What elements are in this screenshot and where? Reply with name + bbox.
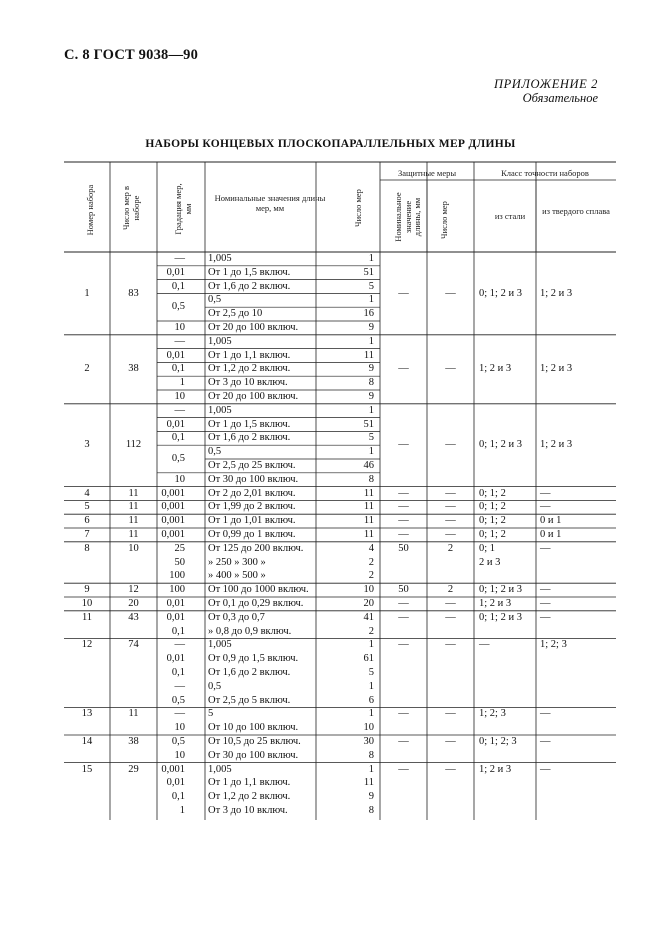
accuracy-steel: 0; 1; 2 xyxy=(479,529,506,540)
gradation-value: 0,1 xyxy=(171,432,185,444)
appendix-status: Обязательное xyxy=(522,91,598,105)
set-number: 13 xyxy=(81,708,93,720)
page-reference: С. 8 ГОСТ 9038—90 xyxy=(64,47,199,63)
gradation-value: 25 xyxy=(174,542,185,554)
measure-count: 9 xyxy=(368,322,374,333)
protective-nominal: — xyxy=(398,598,409,609)
gradation-value: 0,01 xyxy=(166,349,185,361)
set-total-measures: 38 xyxy=(128,363,139,375)
gradation-value: 0,01 xyxy=(166,266,185,278)
gradation-value: — xyxy=(174,404,185,416)
nominal-value: От 10,5 до 25 включ. xyxy=(208,736,301,747)
accuracy-hard-alloy: 1; 2; 3 xyxy=(540,639,567,651)
nominal-value: От 1 до 1,1 включ. xyxy=(208,777,291,789)
accuracy-steel: 0; 1; 2 xyxy=(479,515,506,527)
measure-count: 8 xyxy=(368,473,374,485)
measure-count: 8 xyxy=(368,749,374,761)
measure-count: 8 xyxy=(368,377,374,389)
set-total-measures: 43 xyxy=(128,611,139,623)
gradation-value: 10 xyxy=(174,322,185,333)
gradation-value: 1 xyxy=(179,377,185,389)
col-header-protective: Защитные меры xyxy=(397,168,457,178)
measure-count: 20 xyxy=(363,598,374,609)
accuracy-hard-alloy: 1; 2 и 3 xyxy=(540,363,573,375)
measure-count: 2 xyxy=(368,625,374,637)
measure-count: 10 xyxy=(363,722,374,734)
protective-count: — xyxy=(445,501,456,513)
gradation-value: 0,001 xyxy=(161,515,185,527)
set-number: 14 xyxy=(81,736,93,747)
measure-count: 5 xyxy=(368,280,374,292)
protective-nominal: — xyxy=(398,529,409,540)
nominal-value: От 2,5 до 25 включ. xyxy=(208,460,296,471)
col-header-prot-nominal: Номинальное значение длины, мм xyxy=(393,192,422,242)
protective-nominal: — xyxy=(398,439,409,451)
protective-count: — xyxy=(445,736,456,747)
gradation-value: 1 xyxy=(179,805,185,816)
accuracy-steel: 0; 1; 2 xyxy=(479,501,506,513)
measure-count: 11 xyxy=(363,501,374,513)
protective-nominal: — xyxy=(398,515,409,527)
nominal-value: От 20 до 100 включ. xyxy=(208,391,299,402)
measure-count: 1 xyxy=(368,404,374,416)
col-header-count: Число мер xyxy=(353,189,363,227)
gradation-value: 0,01 xyxy=(166,598,185,609)
nominal-value: От 30 до 100 включ. xyxy=(208,749,299,761)
measure-count: 11 xyxy=(363,349,374,361)
protective-nominal: — xyxy=(398,708,409,720)
nominal-value: От 3 до 10 включ. xyxy=(208,805,288,816)
col-header-hard-alloy: из твердого сплава xyxy=(542,206,610,216)
col-header-measures-in-set: Число мер в наборе xyxy=(121,186,141,231)
gradation-value: 0,5 xyxy=(171,453,185,465)
nominal-value: От 1,2 до 2 включ. xyxy=(208,791,291,803)
accuracy-hard-alloy: — xyxy=(540,611,551,623)
accuracy-steel: 1; 2 и 3 xyxy=(479,763,512,775)
protective-nominal: — xyxy=(398,736,409,747)
nominal-value: » 400 » 500 » xyxy=(208,570,266,582)
nominal-value: От 1 до 1,5 включ. xyxy=(208,418,291,430)
set-total-measures: 112 xyxy=(125,439,142,451)
set-total-measures: 11 xyxy=(128,487,139,499)
nominal-value: 0,5 xyxy=(208,446,222,458)
measure-count: 11 xyxy=(363,515,374,527)
accuracy-steel: 0; 1; 2 и 3 xyxy=(479,584,522,596)
accuracy-steel: 0; 1; 2 xyxy=(479,487,506,499)
gradation-value: 10 xyxy=(174,473,185,485)
measure-count: 11 xyxy=(363,777,374,789)
measure-count: 51 xyxy=(363,266,374,278)
measure-count: 10 xyxy=(363,584,374,596)
gradation-value: 0,1 xyxy=(171,363,185,375)
protective-nominal: — xyxy=(398,763,409,775)
col-header-gradation: Градация мер, мм xyxy=(173,183,193,235)
gradation-value: 0,1 xyxy=(171,667,185,678)
nominal-value: От 2 до 2,01 включ. xyxy=(208,487,296,499)
nominal-value: От 1 до 1,01 включ. xyxy=(208,515,296,527)
measure-count: 1 xyxy=(368,446,374,458)
nominal-value: От 1 до 1,1 включ. xyxy=(208,349,291,361)
nominal-value: От 1,6 до 2 включ. xyxy=(208,432,291,444)
nominal-value: От 0,1 до 0,29 включ. xyxy=(208,598,304,609)
set-number: 4 xyxy=(84,487,90,499)
col-header-accuracy: Класс точности наборов xyxy=(501,168,589,178)
gradation-value: 0,1 xyxy=(171,280,185,292)
gradation-value: 10 xyxy=(174,391,185,402)
measure-count: 11 xyxy=(363,487,374,499)
gradation-value: — xyxy=(174,680,185,692)
protective-nominal: — xyxy=(398,487,409,499)
table-title: НАБОРЫ КОНЦЕВЫХ ПЛОСКОПАРАЛЛЕЛЬНЫХ МЕР ДЛИНЫ xyxy=(145,138,516,150)
gradation-value: 0,001 xyxy=(161,529,185,540)
gradation-value: 10 xyxy=(174,722,185,734)
protective-count: 2 xyxy=(447,542,454,554)
nominal-value: От 1,6 до 2 включ. xyxy=(208,280,291,292)
gradation-value: 0,5 xyxy=(171,736,185,747)
measure-count: 41 xyxy=(363,611,374,623)
col-header-nominal: Номинальные значения длины мер, мм xyxy=(214,193,326,213)
nominal-value: 1,005 xyxy=(208,253,232,264)
gradation-value: 0,1 xyxy=(171,791,185,803)
col-header-prot-count: Число мер xyxy=(439,201,449,239)
measure-count: 1 xyxy=(368,294,374,306)
gradation-value: — xyxy=(174,639,185,651)
accuracy-hard-alloy: 0 и 1 xyxy=(540,529,562,540)
measure-count: 9 xyxy=(368,391,374,402)
accuracy-steel: 0; 1; 2; 3 xyxy=(479,736,517,747)
accuracy-steel: 1; 2 и 3 xyxy=(479,598,512,609)
accuracy-hard-alloy: — xyxy=(540,598,551,609)
accuracy-hard-alloy: 0 и 1 xyxy=(540,515,562,527)
protective-nominal: — xyxy=(398,287,409,299)
measure-count: 4 xyxy=(368,542,374,554)
set-total-measures: 11 xyxy=(128,708,139,720)
accuracy-hard-alloy: — xyxy=(540,542,551,554)
accuracy-steel: 1; 2 и 3 xyxy=(479,363,512,375)
protective-count: — xyxy=(445,611,456,623)
set-number: 11 xyxy=(81,611,93,623)
accuracy-hard-alloy: — xyxy=(540,736,551,747)
gradation-value: 0,01 xyxy=(166,777,185,789)
measure-count: 11 xyxy=(363,529,374,540)
gradation-value: 0,001 xyxy=(161,501,185,513)
set-number: 2 xyxy=(84,363,90,375)
nominal-value: 1,005 xyxy=(208,335,232,347)
gradation-value: 0,01 xyxy=(166,418,185,430)
gradation-value: 0,001 xyxy=(161,487,185,499)
set-number: 15 xyxy=(81,763,93,775)
accuracy-steel: 0; 1 xyxy=(479,542,496,554)
nominal-value: От 0,3 до 0,7 xyxy=(208,611,265,623)
measure-count: 46 xyxy=(363,460,374,471)
protective-count: — xyxy=(445,363,456,375)
nominal-value: » 250 » 300 » xyxy=(208,556,266,568)
set-total-measures: 38 xyxy=(128,736,139,747)
set-number: 9 xyxy=(84,584,90,596)
nominal-value: 1,005 xyxy=(208,763,232,775)
measure-count: 5 xyxy=(368,432,374,444)
gradation-value: 0,01 xyxy=(166,611,185,623)
protective-nominal: — xyxy=(398,501,409,513)
set-number: 3 xyxy=(84,439,90,451)
protective-nominal: — xyxy=(398,363,409,375)
measure-count: 1 xyxy=(368,763,374,775)
measure-count: 1 xyxy=(368,708,374,720)
nominal-value: От 30 до 100 включ. xyxy=(208,473,299,485)
accuracy-steel: 0; 1; 2 и 3 xyxy=(479,611,522,623)
accuracy-hard-alloy: 1; 2 и 3 xyxy=(540,287,573,299)
protective-count: — xyxy=(445,439,456,451)
nominal-value: 0,5 xyxy=(208,680,222,692)
accuracy-hard-alloy: — xyxy=(540,487,551,499)
set-number: 5 xyxy=(84,501,90,513)
protective-count: — xyxy=(445,763,456,775)
nominal-value: От 0,9 до 1,5 включ. xyxy=(208,653,299,665)
set-total-measures: 83 xyxy=(128,287,139,299)
nominal-value: » 0,8 до 0,9 включ. xyxy=(208,625,292,637)
protective-nominal: — xyxy=(398,611,409,623)
gradation-value: 0,5 xyxy=(171,301,185,313)
accuracy-steel: 0; 1; 2 и 3 xyxy=(479,287,522,299)
nominal-value: 0,5 xyxy=(208,294,222,306)
nominal-value: От 100 до 1000 включ. xyxy=(208,584,309,596)
protective-count: — xyxy=(445,487,456,499)
nominal-value: 5 xyxy=(208,708,214,720)
protective-count: — xyxy=(445,529,456,540)
set-number: 1 xyxy=(84,287,90,299)
gauge-block-sets-table xyxy=(64,160,616,820)
protective-count: — xyxy=(445,287,456,299)
accuracy-hard-alloy: — xyxy=(540,708,551,720)
measure-count: 8 xyxy=(368,805,374,816)
set-number: 12 xyxy=(81,639,93,651)
gradation-value: 10 xyxy=(174,749,185,761)
accuracy-hard-alloy: 1; 2 и 3 xyxy=(540,439,573,451)
appendix-title: ПРИЛОЖЕНИЕ 2 xyxy=(493,77,598,91)
protective-nominal: — xyxy=(398,639,409,651)
set-total-measures: 12 xyxy=(128,584,139,596)
protective-count: 2 xyxy=(447,584,454,596)
measure-count: 9 xyxy=(368,791,374,803)
set-number: 6 xyxy=(84,515,90,527)
gradation-value: — xyxy=(174,708,185,720)
set-total-measures: 11 xyxy=(128,515,139,527)
nominal-value: От 20 до 100 включ. xyxy=(208,322,299,333)
accuracy-steel-extra: 2 и 3 xyxy=(479,556,501,568)
accuracy-steel: — xyxy=(479,639,490,651)
accuracy-steel: 1; 2; 3 xyxy=(479,708,506,720)
gradation-value: 100 xyxy=(169,584,185,596)
measure-count: 5 xyxy=(368,667,374,678)
appendix-label xyxy=(494,77,598,105)
measure-count: 1 xyxy=(368,253,374,264)
set-total-measures: 74 xyxy=(128,639,139,651)
gradation-value: 0,1 xyxy=(171,625,185,637)
set-total-measures: 20 xyxy=(128,598,139,609)
set-total-measures: 11 xyxy=(128,529,139,540)
accuracy-hard-alloy: — xyxy=(540,763,551,775)
accuracy-hard-alloy: — xyxy=(540,501,551,513)
gradation-value: 0,01 xyxy=(166,653,185,665)
set-total-measures: 29 xyxy=(128,763,139,775)
measure-count: 1 xyxy=(368,680,374,692)
nominal-value: 1,005 xyxy=(208,639,232,651)
col-header-steel: из стали xyxy=(494,211,526,221)
protective-count: — xyxy=(445,639,456,651)
set-number: 10 xyxy=(81,598,93,609)
nominal-value: От 1,6 до 2 включ. xyxy=(208,667,291,678)
protective-nominal: 50 xyxy=(398,542,409,554)
gradation-value: 100 xyxy=(169,570,185,582)
measure-count: 6 xyxy=(368,694,374,706)
gradation-value: 0,001 xyxy=(161,763,185,775)
measure-count: 30 xyxy=(363,736,374,747)
measure-count: 2 xyxy=(368,570,374,582)
nominal-value: От 1 до 1,5 включ. xyxy=(208,266,291,278)
protective-count: — xyxy=(445,515,456,527)
measure-count: 61 xyxy=(363,653,374,665)
set-total-measures: 11 xyxy=(128,501,139,513)
nominal-value: От 0,99 до 1 включ. xyxy=(208,529,296,540)
nominal-value: От 2,5 до 10 xyxy=(208,308,263,320)
accuracy-hard-alloy: — xyxy=(540,584,551,596)
measure-count: 2 xyxy=(368,556,374,568)
gradation-value: — xyxy=(174,335,185,347)
set-number: 8 xyxy=(84,542,90,554)
col-header-set-number: Номер набора xyxy=(85,184,95,236)
measure-count: 1 xyxy=(368,335,374,347)
measure-count: 1 xyxy=(368,639,374,651)
measure-count: 16 xyxy=(363,308,374,320)
nominal-value: От 1,99 до 2 включ. xyxy=(208,501,296,513)
nominal-value: От 10 до 100 включ. xyxy=(208,722,299,734)
gradation-value: — xyxy=(174,253,185,264)
gradation-value: 50 xyxy=(174,556,185,568)
accuracy-steel: 0; 1; 2 и 3 xyxy=(479,439,522,451)
nominal-value: От 3 до 10 включ. xyxy=(208,377,288,389)
nominal-value: От 2,5 до 5 включ. xyxy=(208,694,291,706)
protective-nominal: 50 xyxy=(398,584,409,596)
protective-count: — xyxy=(445,708,456,720)
nominal-value: 1,005 xyxy=(208,404,232,416)
protective-count: — xyxy=(445,598,456,609)
nominal-value: От 125 до 200 включ. xyxy=(208,542,304,554)
gradation-value: 0,5 xyxy=(171,694,185,706)
measure-count: 9 xyxy=(368,363,374,375)
measure-count: 51 xyxy=(363,418,374,430)
set-number: 7 xyxy=(84,529,90,540)
nominal-value: От 1,2 до 2 включ. xyxy=(208,363,291,375)
set-total-measures: 10 xyxy=(128,542,139,554)
